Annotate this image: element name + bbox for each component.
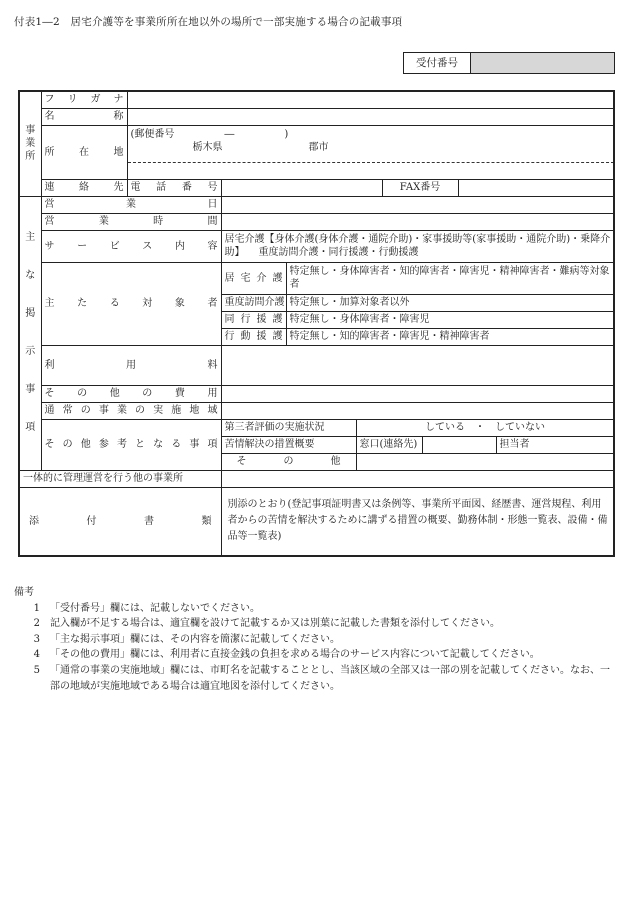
remarks-heading: 備考 — [14, 587, 34, 598]
attached-docs-text: 別添のとおり(登記事項証明書又は条例等、事業所平面図、経歴書、運営規程、利用者からの苦情を解決するために講ずる措置の概要、勤務体制・形態一覧表、設備・備品等一覧表) — [221, 487, 614, 556]
attached-docs-label: 添 付 書 類 — [19, 487, 221, 556]
registration-table — [18, 90, 615, 557]
business-days-field[interactable] — [221, 196, 614, 213]
third-party-label: 第三者評価の実施状況 — [221, 419, 356, 436]
phone-label: 電 話 番 号 — [127, 179, 221, 196]
receipt-number-box — [403, 52, 615, 74]
receipt-number-field — [471, 53, 614, 73]
business-days-label: 営 業 日 — [41, 196, 221, 213]
business-hours-field[interactable] — [221, 213, 614, 230]
main-items-section-label: 主な掲示事項 — [19, 196, 41, 470]
other-field[interactable] — [356, 453, 614, 470]
contact-window-field[interactable] — [422, 436, 496, 453]
remarks — [14, 585, 614, 694]
integrated-office-field[interactable] — [221, 470, 614, 487]
other-costs-label: そ の 他 の 費 用 — [41, 385, 221, 402]
prefecture-text: 栃木県 — [192, 141, 223, 153]
target-name: 重度訪問介護 — [221, 294, 286, 311]
integrated-office-label: 一体的に管理運営を行う他の事業所 — [19, 470, 221, 487]
receipt-number-label: 受付番号 — [404, 53, 471, 73]
remark-item: 5 「通常の事業の実施地域」欄には、市町名を記載することとし、当該区域の全部又は一部の別を記載してください。なお、一部の地域が実施地域である場合は適宜地図を添付してください。 — [33, 664, 610, 692]
target-text: 特定無し・身体障害者・知的障害者・障害児・精神障害者・難病等対象者 — [286, 262, 614, 294]
fee-field[interactable] — [221, 345, 614, 385]
name-label: 名 称 — [41, 108, 127, 125]
postal-code: (郵便番号 ― ) — [130, 128, 289, 140]
target-text: 特定無し・身体障害者・障害児 — [286, 311, 614, 328]
remark-item: 1 「受付番号」欄には、記載しないでください。 — [33, 602, 260, 614]
target-label: 主 た る 対 象 者 — [41, 262, 221, 345]
service-content: 居宅介護【身体介護(身体介護・通院介助)・家事援助等(家事援助・通院介助)・乗降介助】 重度訪問介護・同行援護・行動援護 — [221, 230, 614, 262]
target-name: 行 動 援 護 — [221, 328, 286, 345]
target-name: 同 行 援 護 — [221, 311, 286, 328]
address-label: 所 在 地 — [41, 125, 127, 179]
third-party-value: している ・ していない — [356, 419, 614, 436]
contact-window-label: 窓口(連絡先) — [356, 436, 422, 453]
reference-label: そ の 他 参 考 と な る 事 項 — [41, 419, 221, 470]
remark-item: 3 「主な掲示事項」欄には、その内容を簡潔に記載してください。 — [33, 633, 340, 645]
complaint-label: 苦情解決の措置概要 — [221, 436, 356, 453]
form-title: 付表1―2 居宅介護等を事業所所在地以外の場所で一部実施する場合の記載事項 — [14, 16, 403, 28]
fee-label: 利 用 料 — [41, 345, 221, 385]
furigana-label: フ リ ガ ナ — [41, 91, 127, 108]
remark-item: 4 「その他の費用」欄には、利用者に直接金銭の負担を求める場合のサービス内容について記載してください。 — [33, 649, 540, 661]
service-label: サ ー ビ ス 内 容 — [41, 230, 221, 262]
other-costs-field[interactable] — [221, 385, 614, 402]
fax-field[interactable] — [458, 179, 614, 196]
office-section-label: 事業所 — [19, 91, 41, 196]
business-hours-label: 営 業 時 間 — [41, 213, 221, 230]
contact-label: 連 絡 先 — [41, 179, 127, 196]
furigana-field[interactable] — [127, 91, 614, 108]
address-field[interactable] — [127, 125, 614, 179]
fax-label: FAX番号 — [382, 179, 458, 196]
phone-field[interactable] — [221, 179, 382, 196]
other-label: そ の 他 — [221, 453, 356, 470]
county-text: 郡市 — [308, 141, 329, 153]
target-text: 特定無し・加算対象者以外 — [286, 294, 614, 311]
remark-item: 2 記入欄が不足する場合は、適宜欄を設けて記載するか又は別葉に記載した書類を添付してください。 — [33, 618, 500, 630]
person-in-charge-label: 担当者 — [496, 436, 614, 453]
target-text: 特定無し・知的障害者・障害児・精神障害者 — [286, 328, 614, 345]
target-name: 居 宅 介 護 — [221, 262, 286, 294]
service-area-field[interactable] — [221, 402, 614, 419]
name-field[interactable] — [127, 108, 614, 125]
service-area-label: 通 常 の 事 業 の 実 施 地 域 — [41, 402, 221, 419]
